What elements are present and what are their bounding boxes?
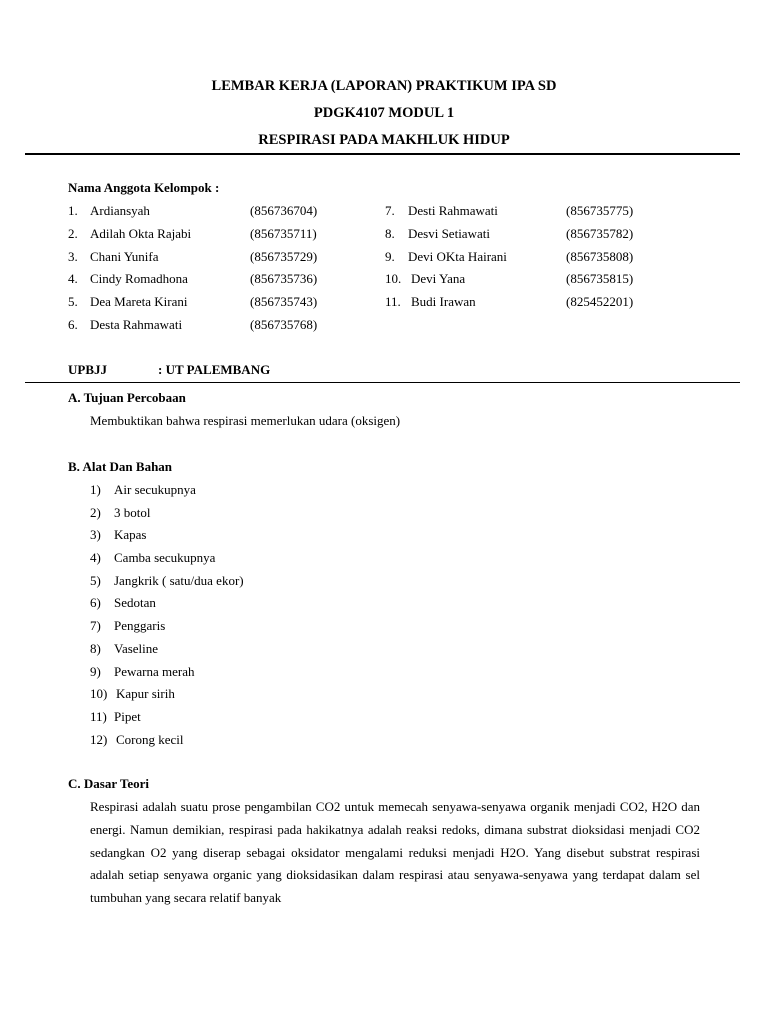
item-number: 1) — [90, 482, 101, 497]
item-text: Jangkrik ( satu/dua ekor) — [114, 572, 244, 588]
member-number: 7. — [385, 203, 395, 218]
item-text: Camba secukupnya — [114, 550, 216, 566]
upbjj-value: : UT PALEMBANG — [158, 362, 271, 377]
member-number: 6. — [68, 316, 78, 332]
item-number: 2) — [90, 504, 101, 520]
member-number: 5. — [68, 294, 78, 310]
member-number: 9. — [385, 248, 395, 264]
item-number: 8) — [90, 640, 101, 656]
item-text: 3 botol — [114, 504, 151, 520]
member-name: Chani Yunifa — [90, 248, 159, 264]
item-text: Penggaris — [114, 618, 166, 634]
item-text: Sedotan — [114, 595, 156, 611]
item-number: 4) — [90, 550, 101, 566]
member-id: (856735729) — [250, 248, 318, 264]
member-number: 3. — [68, 248, 78, 264]
member-number: 10. — [385, 271, 402, 287]
item-text: Pipet — [114, 708, 141, 724]
section-c-text: Respirasi adalah suatu prose pengambilan CO2 untuk memecah senyawa-senyawa organik menjadi CO2, H2O dan energi. Namun demikian, respirasi pada hakikatnya adalah reaksi redoks, dimana substrat dioksidasi menjadi CO2 sedangkan O2 yang diserap sebagai oksidator mengalami reduksi menjadi H2O. Yang disebut substrat respirasi adalah setiap senyawa organic yang dioksidasikan dalam respirasi atau senyawa-senyawa yang terdapat dalam sel tumbuhan yang secara relatif banyak — [90, 799, 700, 906]
upbjj-label: UPBJJ — [68, 362, 107, 377]
member-row — [68, 294, 668, 317]
member-id: (856735815) — [566, 271, 634, 287]
member-row — [68, 226, 668, 249]
member-number: 11. — [385, 294, 401, 310]
member-id: (856735743) — [250, 294, 318, 310]
member-name: Desti Rahmawati — [408, 203, 498, 218]
member-name: Cindy Romadhona — [90, 271, 188, 287]
doc-subject: RESPIRASI PADA MAKHLUK HIDUP — [258, 132, 510, 148]
section-a-heading: A. Tujuan Percobaan — [68, 390, 186, 405]
group-heading: Nama Anggota Kelompok : — [68, 180, 220, 195]
member-row — [68, 317, 668, 340]
member-name: Dea Mareta Kirani — [90, 294, 188, 310]
member-id: (856735768) — [250, 316, 318, 332]
item-number: 7) — [90, 618, 101, 634]
item-number: 6) — [90, 595, 101, 611]
member-name: Adilah Okta Rajabi — [90, 225, 192, 241]
doc-module: PDGK4107 MODUL 1 — [313, 105, 455, 121]
member-row — [68, 203, 668, 226]
member-name: Ardiansyah — [90, 203, 150, 218]
member-id: (856736704) — [250, 203, 318, 218]
item-text: Pewarna merah — [114, 663, 195, 679]
member-number: 2. — [68, 225, 78, 241]
member-name: Devi Yana — [411, 271, 466, 287]
member-name: Desta Rahmawati — [90, 316, 183, 332]
member-number: 8. — [385, 225, 395, 241]
member-row — [68, 271, 668, 294]
section-b-heading: B. Alat Dan Bahan — [68, 459, 173, 474]
member-name: Devi OKta Hairani — [408, 248, 507, 264]
upbjj-divider — [25, 382, 740, 383]
item-number: 11) — [90, 708, 107, 724]
member-id: (856735775) — [566, 203, 634, 218]
item-number: 3) — [90, 527, 101, 543]
member-id: (856735711) — [250, 225, 317, 241]
item-text: Kapur sirih — [116, 686, 175, 702]
member-row — [68, 249, 668, 272]
item-text: Air secukupnya — [114, 482, 196, 497]
header-divider — [25, 153, 740, 155]
doc-title: LEMBAR KERJA (LAPORAN) PRAKTIKUM IPA SD — [211, 78, 557, 94]
item-text: Corong kecil — [116, 731, 184, 747]
item-number: 9) — [90, 663, 101, 679]
member-number: 1. — [68, 203, 78, 218]
section-c-heading: C. Dasar Teori — [68, 776, 150, 791]
member-list — [68, 203, 668, 340]
member-id: (856735808) — [566, 248, 634, 264]
member-name: Desvi Setiawati — [408, 225, 490, 241]
item-number: 5) — [90, 572, 101, 588]
item-number: 10) — [90, 686, 108, 702]
section-a-text: Membuktikan bahwa respirasi memerlukan udara (oksigen) — [90, 413, 401, 428]
item-text: Vaseline — [114, 640, 159, 656]
item-number: 12) — [90, 731, 108, 747]
item-text: Kapas — [114, 527, 147, 543]
member-id: (856735736) — [250, 271, 318, 287]
member-id: (825452201) — [566, 294, 634, 310]
member-number: 4. — [68, 271, 78, 287]
member-id: (856735782) — [566, 225, 634, 241]
member-name: Budi Irawan — [411, 294, 476, 310]
